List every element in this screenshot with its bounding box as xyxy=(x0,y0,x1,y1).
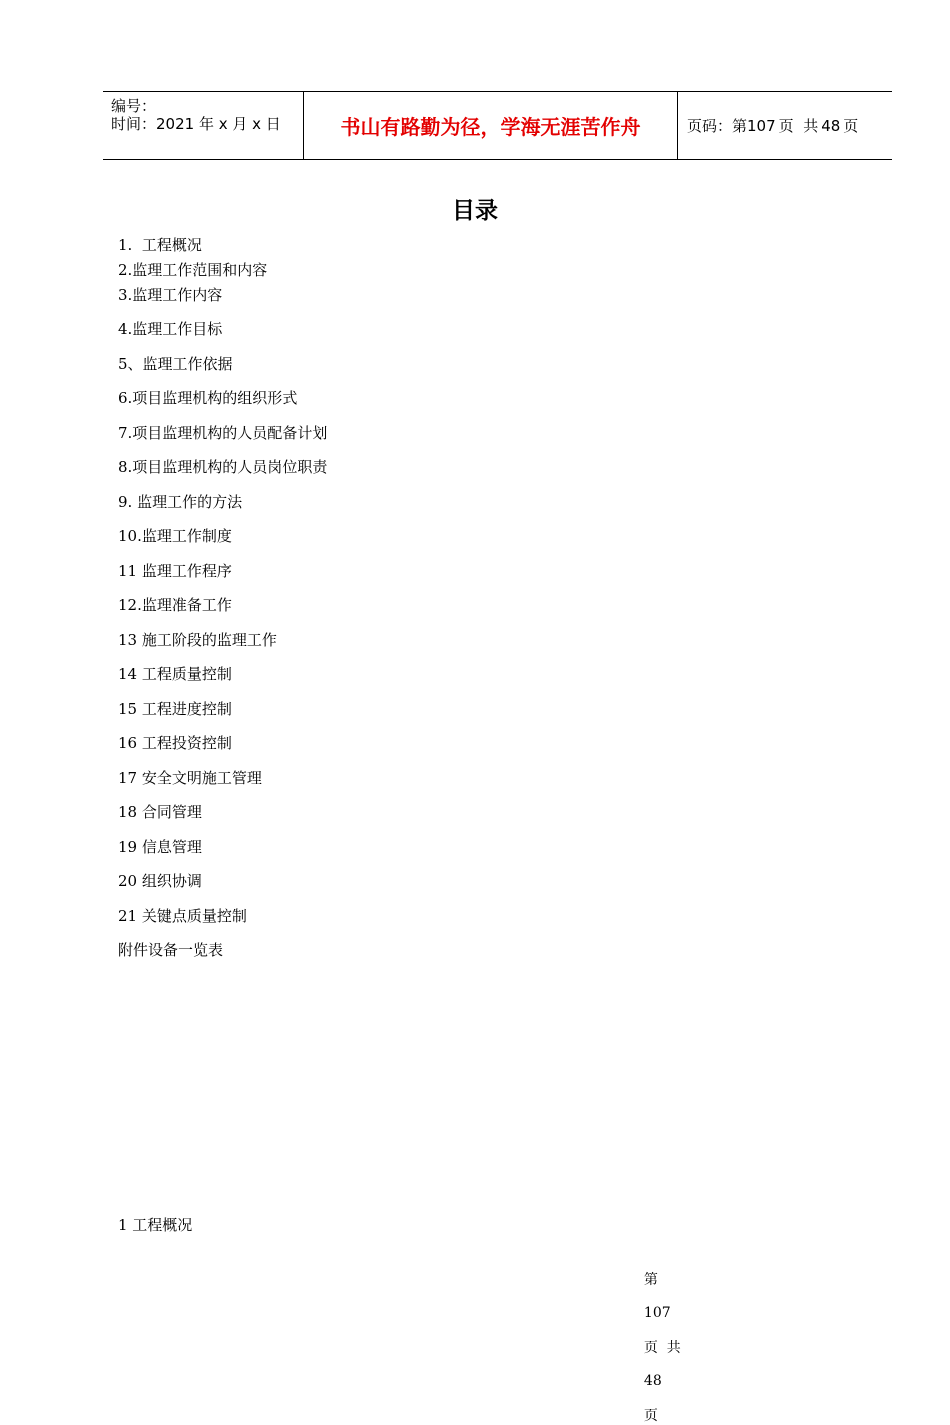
toc-item[interactable]: 21 关键点质量控制 xyxy=(118,907,247,925)
footer-page-current: 107 xyxy=(643,1305,671,1321)
toc-item[interactable]: 3.监理工作内容 xyxy=(118,286,223,304)
footer-prefix: 第 xyxy=(643,1272,658,1288)
page-footer xyxy=(635,1253,681,1425)
toc-item[interactable]: 8.项目监理机构的人员岗位职责 xyxy=(118,458,328,476)
header-page-suffix: 页 xyxy=(843,117,859,135)
footer-page-total: 48 xyxy=(643,1373,662,1389)
toc-item[interactable]: 6.项目监理机构的组织形式 xyxy=(118,389,298,407)
toc-item[interactable]: 10.监理工作制度 xyxy=(118,527,232,545)
footer-suffix: 页 xyxy=(643,1408,658,1424)
header-page-current: 107 xyxy=(747,116,776,135)
document-date-label: 时间：2021 年 x 月 x 日 xyxy=(111,115,281,133)
toc-item[interactable]: 9. 监理工作的方法 xyxy=(118,493,243,511)
toc-item[interactable]: 12.监理准备工作 xyxy=(118,596,232,614)
toc-item[interactable]: 15 工程进度控制 xyxy=(118,700,232,718)
toc-item[interactable]: 1. 工程概况 xyxy=(118,236,202,254)
header-page-middle: 页 共 xyxy=(778,117,819,135)
header-meta-cell xyxy=(103,92,304,159)
header-page-label: 页码：第 xyxy=(687,117,748,135)
toc-item[interactable]: 11 监理工作程序 xyxy=(118,562,232,580)
toc-item[interactable]: 4.监理工作目标 xyxy=(118,320,223,338)
footer-page-middle: 页 共 xyxy=(643,1340,681,1356)
toc-item[interactable]: 5、监理工作依据 xyxy=(118,355,233,373)
toc-item[interactable]: 18 合同管理 xyxy=(118,803,202,821)
document-header xyxy=(103,91,892,160)
page-title: 目录 xyxy=(452,198,498,224)
toc-item[interactable]: 13 施工阶段的监理工作 xyxy=(118,631,277,649)
toc-item[interactable]: 16 工程投资控制 xyxy=(118,734,232,752)
toc-item[interactable]: 7.项目监理机构的人员配备计划 xyxy=(118,424,328,442)
section-heading: 1 工程概况 xyxy=(118,1216,193,1234)
document-number-label: 编号： xyxy=(111,97,157,115)
header-page-total: 48 xyxy=(821,116,841,135)
toc-item[interactable]: 附件设备一览表 xyxy=(118,941,224,959)
toc-item[interactable]: 20 组织协调 xyxy=(118,872,202,890)
toc-item[interactable]: 17 安全文明施工管理 xyxy=(118,769,262,787)
toc-item[interactable]: 14 工程质量控制 xyxy=(118,665,232,683)
toc-item[interactable]: 19 信息管理 xyxy=(118,838,202,856)
header-motto: 书山有路勤为径，学海无涯苦作舟 xyxy=(304,92,678,159)
header-page-info xyxy=(678,92,892,159)
toc-item[interactable]: 2.监理工作范围和内容 xyxy=(118,261,268,279)
